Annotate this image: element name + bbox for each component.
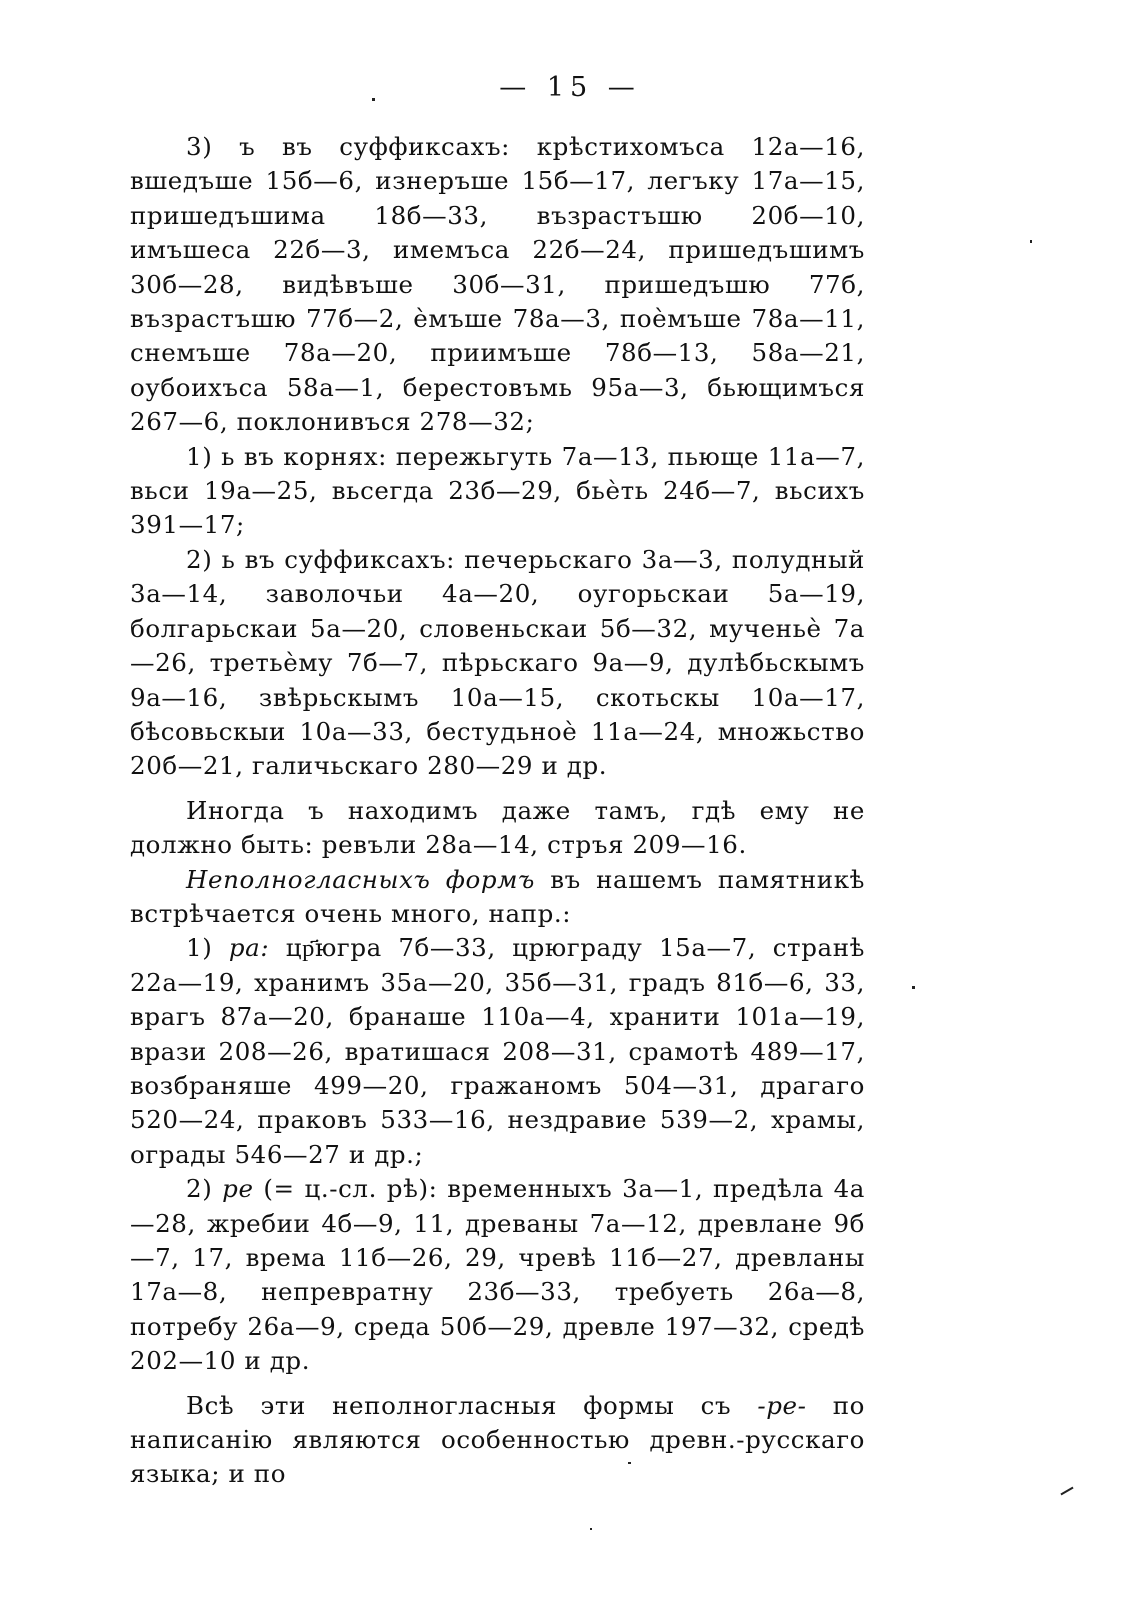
paragraph-8-b: по написанію являются особенностью древн.-русскаго языка; и по [130,1390,865,1489]
scan-speck [372,98,375,101]
paragraph-5-italic: Неполногласныхъ формъ [186,864,535,894]
scan-speck [590,1528,592,1530]
paragraph-3: 2) ь въ суффиксахъ: печерьскаго 3а—3, полудный 3а—14, заволочьи 4а—20, оугорьскаи 5а—19, болгарьскаи 5а—20, словеньскаи 5б—32, мученьѐ 7а—26, третьѐму 7б—7, пѣрьскаго 9а—9, дулѣбьскымъ 9а—16, звѣрьскымъ 10а—15, скотьскы 10а—17, бѣсовьскыи 10а—33, бестудьноѐ 11а—24, множьство 20б—21, галичьскаго 280—29 и др. [130,544,865,781]
page-number: — 15 — [499,72,641,103]
paragraph-5-rest: въ нашемъ памятникѣ встрѣчается очень много, напр.: [130,864,865,928]
paragraph-6-num: 1) [186,933,229,963]
paragraph-8-a: Всѣ эти неполногласныя формы съ [186,1390,758,1420]
paragraph-7 [130,1172,865,1378]
paragraph-1: 3) ъ въ суффиксахъ: крѣстихомъса 12а—16, вшедъше 15б—6, изнеръше 15б—17, легъку 17а—15, пришедъшима 18б—33, възрастъшю 20б—10, имъшеса 22б—3, имемъса 22б—24, пришедъшимъ 30б—28, видѣвъше 30б—31, пришедъшю 77б, възрастъшю 77б—2, ѐмъше 78а—3, поѐмъше 78а—11, снемъше 78а—20, приимъше 78б—13, 58а—21, оубоихъса 58а—1, берестовъмь 95а—3, бьющимъся 267—6, поклонивъся 278—32; [130,132,865,437]
scan-speck [1030,240,1032,243]
paragraph-7-rest: (= ц.-сл. рѣ): временныхъ 3а—1, предѣла 4а—28, жребии 4б—9, 11, древаны 7а—12, древлане 9б—7, 17, врема 11б—26, 29, чревѣ 11б—27, древланы 17а—8, непревратну 23б—33, требуеть 26а—8, потребу 26а—9, среда 50б—29, древле 197—32, средѣ 202—10 и др. [130,1174,866,1376]
paragraph-7-num: 2) [186,1174,223,1204]
paragraph-4: Иногда ъ находимъ даже тамъ, гдѣ ему не должно быть: ревъли 28а—14, стръя 209—16. [130,795,865,860]
paragraph-2: 1) ь въ корнях: пережьгуть 7а—13, пьюще 11а—7, вьси 19а—25, вьсегда 23б—29, бьѐть 24б—7, вьсихъ 391—17; [130,441,865,540]
paragraph-8-italic: -ре- [757,1390,807,1420]
body-text [130,130,865,1492]
paragraph-8 [130,1389,865,1492]
paragraph-6 [130,931,865,1172]
scan-speck [1060,1487,1073,1496]
scan-speck [912,986,915,989]
paragraph-5 [130,863,865,932]
paragraph-6-rest: цр҃югра 7б—33, црюграду 15а—7, странѣ 22а—19, хранимъ 35а—20, 35б—31, градъ 81б—6, 33, врагъ 87а—20, бранаше 110а—4, хранити 101а—19, врази 208—26, вратишася 208—31, срамотѣ 489—17, возбраняше 499—20, гражаномъ 504—31, драгаго 520—24, праковъ 533—16, нездравие 539—2, храмы, ограды 546—27 и др.; [130,933,866,1169]
paragraph-7-italic: ре [222,1174,254,1204]
scan-speck [628,1462,631,1464]
paragraph-6-italic: ра: [228,933,270,963]
